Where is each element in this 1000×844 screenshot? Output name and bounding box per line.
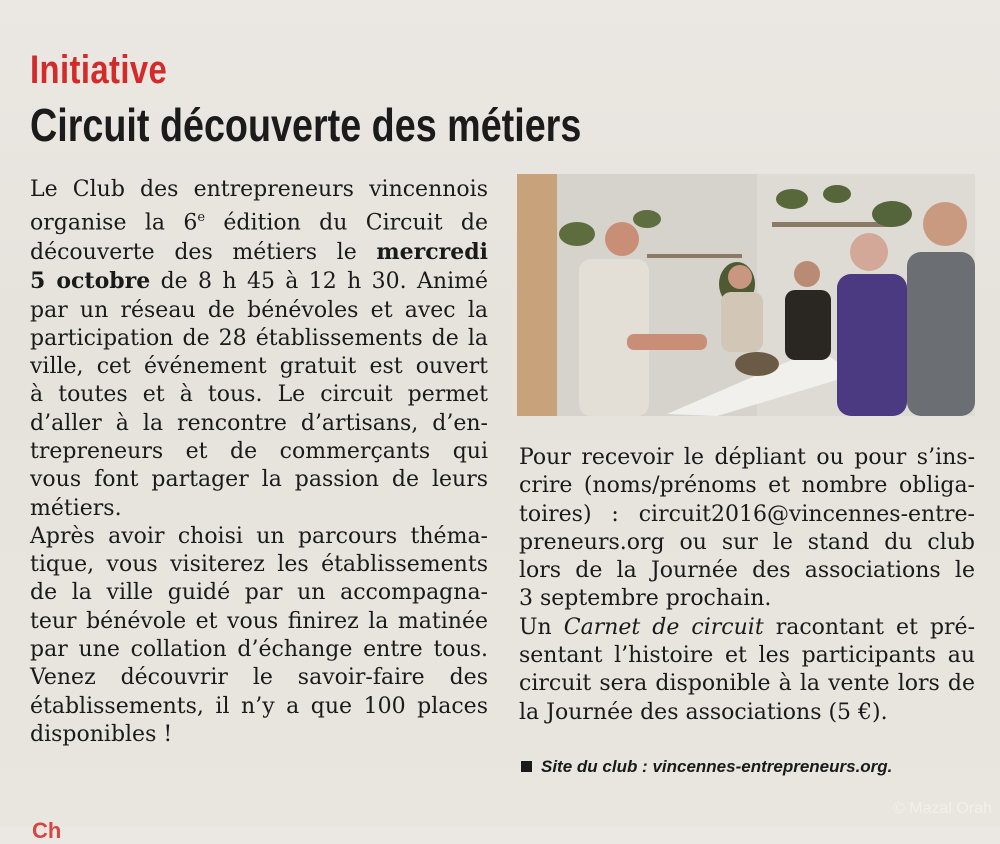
article-kicker: Initiative [30, 48, 168, 92]
body-line: teur bénévole et vous finirez la matinée [30, 608, 488, 634]
body-line: la Journée des associations (5 €). [519, 699, 888, 725]
body-line: à toutes et à tous. Le circuit permet [30, 382, 488, 408]
body-line: sentant l’histoire et les participants au [519, 643, 975, 669]
next-article-heading: Ch [32, 818, 62, 843]
body-line: lors de la Journée des associations le [519, 558, 975, 584]
body-line: organise la 6e édition du Circuit de [30, 210, 488, 236]
body-line: ville, cet événement gratuit est ouvert [30, 354, 488, 380]
body-line: par un réseau de bénévoles et avec la [30, 297, 488, 323]
body-line: Après avoir choisi un parcours théma- [30, 523, 488, 549]
body-line: disponibles ! [30, 721, 173, 747]
body-line: Venez découvrir le savoir-faire des [30, 665, 488, 691]
club-site-line [521, 757, 892, 777]
body-line: circuit sera disponible à la vente lors de [519, 671, 975, 697]
body-line: trepreneurs et de commerçants qui [30, 439, 488, 464]
body-line: participation de 28 établissements de la [30, 325, 488, 351]
body-line: tique, vous visiterez les établissements [30, 552, 488, 578]
article-title: Circuit découverte des métiers [30, 99, 582, 151]
club-site-text: Site du club : vincennes-entrepreneurs.org. [541, 757, 893, 776]
body-line: métiers. [30, 495, 122, 521]
body-line: établissements, il n’y a que 100 places [30, 693, 488, 719]
article-photo [517, 174, 975, 416]
bullet-square-icon [521, 761, 532, 772]
body-line: vous font partager la passion de leurs [30, 467, 488, 493]
body-line: Pour recevoir le dépliant ou pour s’ins- [519, 445, 975, 470]
body-line: 5 octobre de 8 h 45 à 12 h 30. Animé [30, 268, 488, 295]
body-line: crire (noms/prénoms et nombre obliga- [519, 473, 975, 499]
body-line: découverte des métiers le mercredi [30, 238, 488, 265]
body-line: par une collation d’échange entre tous. [30, 637, 488, 663]
body-line: Le Club des entrepreneurs vincennois [30, 177, 488, 202]
photo-credit-watermark: © Mazal Orah [893, 800, 992, 817]
body-line: d’aller à la rencontre d’artisans, d’en- [30, 410, 488, 436]
body-line: Un Carnet de circuit racontant et pré- [519, 614, 976, 640]
body-line: preneurs.org ou sur le stand du club [519, 529, 975, 555]
body-line: 3 septembre prochain. [519, 586, 772, 612]
photo-illustration [517, 174, 975, 416]
body-line: de la ville guidé par un accompagna- [30, 580, 488, 606]
article-body-right [519, 444, 975, 727]
body-line: toires) : circuit2016@vincennes-entre- [519, 501, 975, 527]
article-body-left [30, 176, 488, 749]
